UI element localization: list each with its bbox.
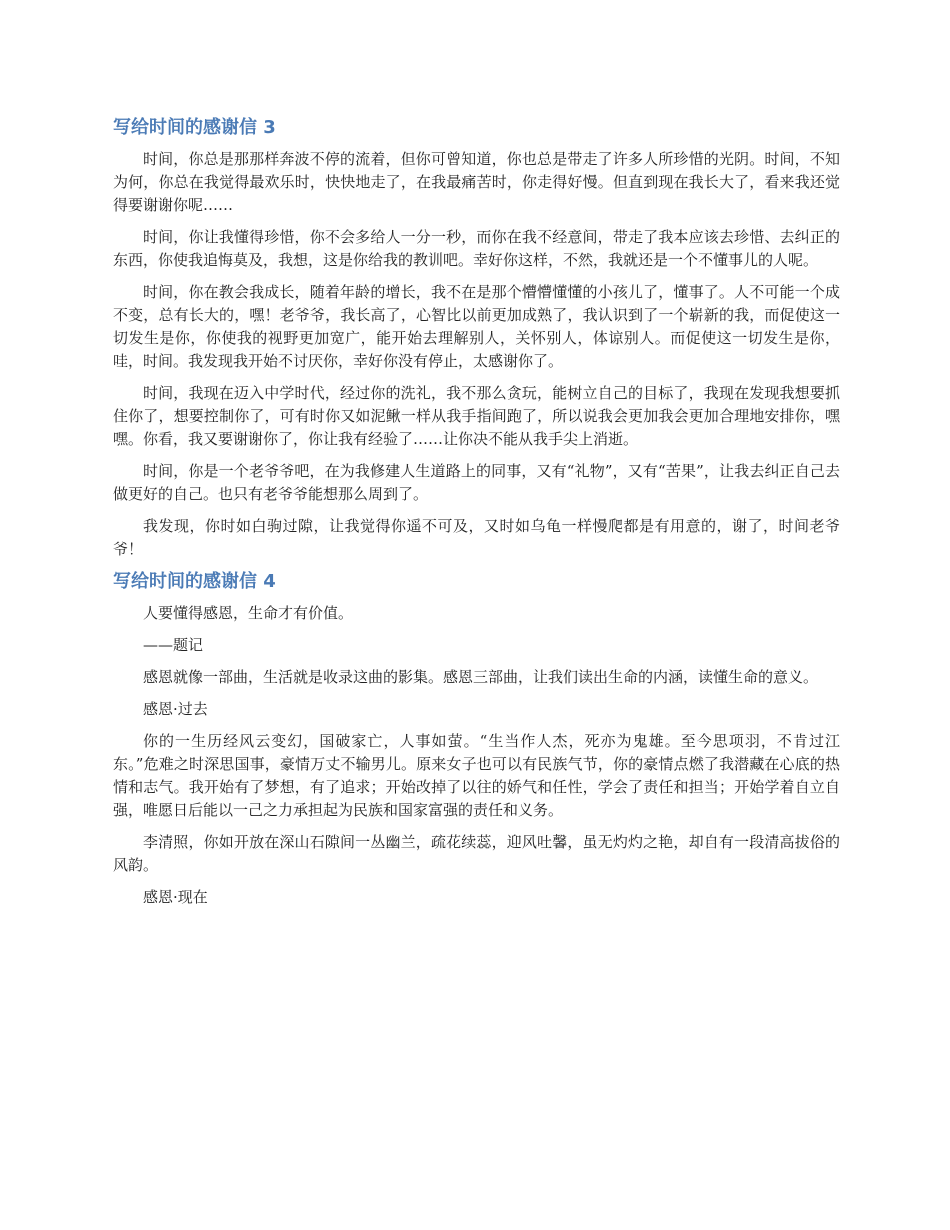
subheading-past: 感恩·过去: [143, 700, 208, 718]
body-paragraph: 时间，你让我懂得珍惜，你不会多给人一分一秒，而你在我不经意间，带走了我本应该去珍惜、去纠正的东西，你使我追悔莫及，我想，这是你给我的教训吧。幸好你这样，不然，我就还是一个不懂事儿的人呢。: [113, 228, 840, 269]
body-paragraph: 人要懂得感恩，生命才有价值。: [143, 604, 354, 622]
body-paragraph: 时间，你是一个老爷爷吧，在为我修建人生道路上的同事，又有“礼物”，又有“苦果”，让我去纠正自己去做更好的自己。也只有老爷爷能想那么周到了。: [113, 462, 840, 503]
body-paragraph: 我发现，你时如白驹过隙，让我觉得你遥不可及，又时如乌龟一样慢爬都是有用意的，谢了，时间老爷爷！: [113, 517, 840, 558]
epigraph-label: ——题记: [143, 636, 204, 654]
subheading-present: 感恩·现在: [143, 888, 208, 906]
letter-section-4: [113, 570, 840, 909]
body-paragraph: 时间，我现在迈入中学时代，经过你的洗礼，我不那么贪玩，能树立自己的目标了，我现在发现我想要抓住你了，想要控制你了，可有时你又如泥鳅一样从我手指间跑了，所以说我会更加我会更加合理地安排你，嘿嘿。你看，我又要谢谢你了，你让我有经验了……让你决不能从我手尖上消逝。: [113, 384, 840, 448]
letter-section-3: [113, 116, 840, 561]
section-heading: 写给时间的感谢信 4: [113, 571, 276, 592]
body-paragraph: 感恩就像一部曲，生活就是收录这曲的影集。感恩三部曲，让我们读出生命的内涵，读懂生命的意义。: [143, 668, 819, 686]
body-paragraph: 时间，你在教会我成长，随着年龄的增长，我不在是那个懵懵懂懂的小孩儿了，懂事了。人不可能一个成不变，总有长大的，嘿！老爷爷，我长高了，心智比以前更加成熟了，我认识到了一个崭新的我，而促使这一切发生是你，你使我的视野更加宽广，能开始去理解别人，关怀别人，体谅别人。而促使这一切发生是你，哇，时间。我发现我开始不讨厌你，幸好你没有停止，太感谢你了。: [113, 283, 840, 370]
section-heading: 写给时间的感谢信 3: [113, 117, 276, 138]
document-page: [113, 110, 840, 918]
body-paragraph: 时间，你总是那那样奔波不停的流着，但你可曾知道，你也总是带走了许多人所珍惜的光阴。时间，不知为何，你总在我觉得最欢乐时，快快地走了，在我最痛苦时，你走得好慢。但直到现在我长大了，看来我还觉得要谢谢你呢……: [113, 150, 840, 214]
body-paragraph: 你的一生历经风云变幻，国破家亡，人事如萤。“生当作人杰，死亦为鬼雄。至今思项羽，不肯过江东。”危难之时深思国事，豪情万丈不输男儿。原来女子也可以有民族气节，你的豪情点燃了我潜藏在心底的热情和志气。我开始有了梦想，有了追求；开始改掉了以往的娇气和任性，学会了责任和担当；开始学着自立自强，唯愿日后能以一己之力承担起为民族和国家富强的责任和义务。: [113, 732, 840, 819]
body-paragraph: 李清照，你如开放在深山石隙间一丛幽兰，疏花续蕊，迎风吐馨，虽无灼灼之艳，却自有一段清高拔俗的风韵。: [113, 833, 840, 874]
